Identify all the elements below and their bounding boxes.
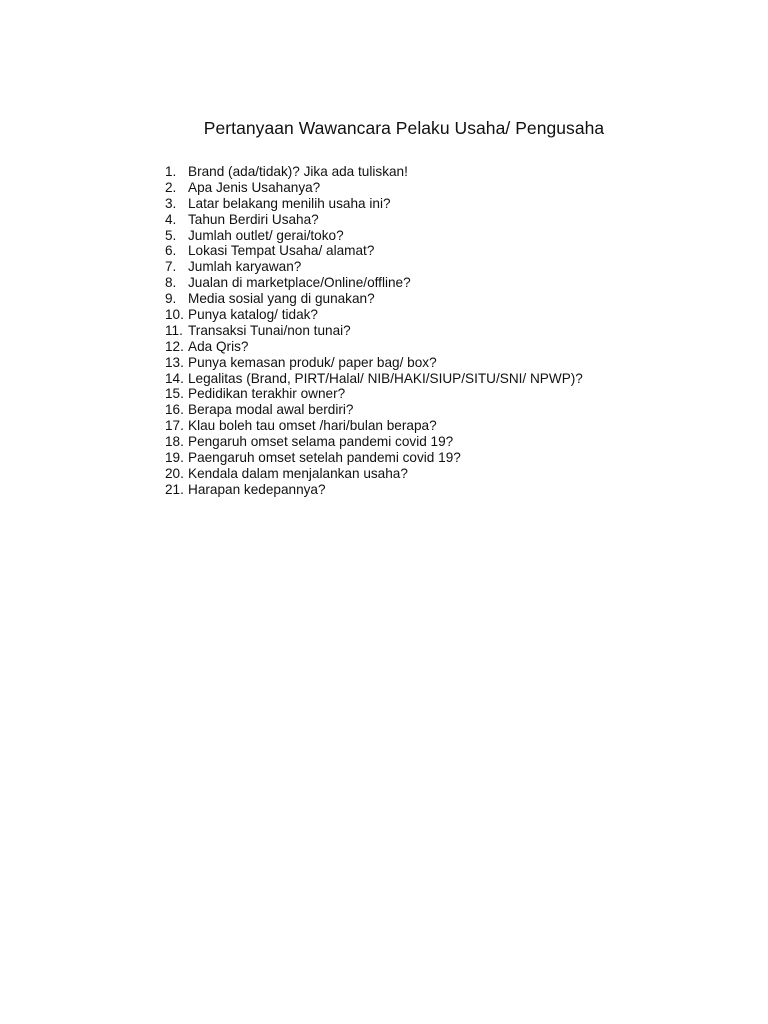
question-item — [165, 418, 583, 434]
question-text: Pedidikan terakhir owner? — [188, 386, 346, 402]
question-text: Tahun Berdiri Usaha? — [188, 211, 319, 227]
question-item — [165, 180, 583, 196]
question-text: Latar belakang menilih usaha ini? — [188, 195, 391, 211]
question-item — [165, 212, 583, 228]
question-item — [165, 386, 583, 402]
question-number: 1. — [165, 164, 177, 179]
question-item — [165, 164, 583, 180]
question-item — [165, 291, 583, 307]
question-item — [165, 323, 583, 339]
question-item — [165, 371, 583, 387]
question-item — [165, 243, 583, 259]
question-item — [165, 355, 583, 371]
question-number: 17. — [165, 418, 184, 434]
question-item — [165, 482, 583, 498]
question-text: Berapa modal awal berdiri? — [188, 402, 354, 418]
question-number: 8. — [165, 275, 177, 291]
question-number: 19. — [165, 450, 184, 466]
question-text: Kendala dalam menjalankan usaha? — [188, 465, 408, 481]
question-number: 12. — [165, 338, 184, 354]
question-list — [165, 164, 583, 498]
question-text: Pengaruh omset selama pandemi covid 19? — [188, 434, 454, 450]
question-number: 11. — [165, 322, 183, 338]
question-text: Brand (ada/tidak)? Jika ada tuliskan! — [188, 164, 408, 179]
question-item — [165, 402, 583, 418]
question-text: Punya katalog/ tidak? — [188, 307, 318, 323]
question-item — [165, 196, 583, 212]
question-number: 5. — [165, 227, 177, 243]
question-text: Jumlah karyawan? — [188, 259, 302, 275]
question-text: Punya kemasan produk/ paper bag/ box? — [188, 354, 437, 370]
question-number: 21. — [165, 481, 184, 497]
question-number: 2. — [165, 179, 177, 195]
question-number: 16. — [165, 402, 184, 418]
question-number: 20. — [165, 465, 184, 481]
question-text: Paengaruh omset setelah pandemi covid 19? — [188, 450, 461, 466]
question-item — [165, 466, 583, 482]
question-item — [165, 434, 583, 450]
question-text: Harapan kedepannya? — [188, 481, 326, 497]
question-number: 4. — [165, 211, 177, 227]
question-item — [165, 450, 583, 466]
question-item — [165, 275, 583, 291]
question-text: Jumlah outlet/ gerai/toko? — [188, 227, 344, 243]
question-text: Apa Jenis Usahanya? — [188, 179, 321, 195]
question-item — [165, 307, 583, 323]
question-number: 13. — [165, 354, 184, 370]
question-text: Media sosial yang di gunakan? — [188, 291, 375, 307]
question-text: Ada Qris? — [188, 338, 249, 354]
question-number: 18. — [165, 434, 184, 450]
question-item — [165, 339, 583, 355]
question-number: 3. — [165, 195, 177, 211]
question-number: 10. — [165, 307, 184, 323]
question-number: 14. — [165, 370, 184, 386]
question-text: Klau boleh tau omset /hari/bulan berapa? — [188, 418, 437, 434]
question-item — [165, 259, 583, 275]
question-number: 9. — [165, 291, 177, 307]
document-title: Pertanyaan Wawancara Pelaku Usaha/ Pengusaha — [203, 118, 605, 138]
question-text: Lokasi Tempat Usaha/ alamat? — [188, 243, 375, 259]
question-item — [165, 228, 583, 244]
question-text: Legalitas (Brand, PIRT/Halal/ NIB/HAKI/SIUP/SITU/SNI/ NPWP)? — [188, 370, 583, 386]
question-text: Jualan di marketplace/Online/offline? — [188, 275, 411, 291]
question-number: 6. — [165, 243, 177, 259]
question-number: 7. — [165, 259, 177, 275]
question-text: Transaksi Tunai/non tunai? — [188, 322, 351, 338]
question-number: 15. — [165, 386, 184, 402]
